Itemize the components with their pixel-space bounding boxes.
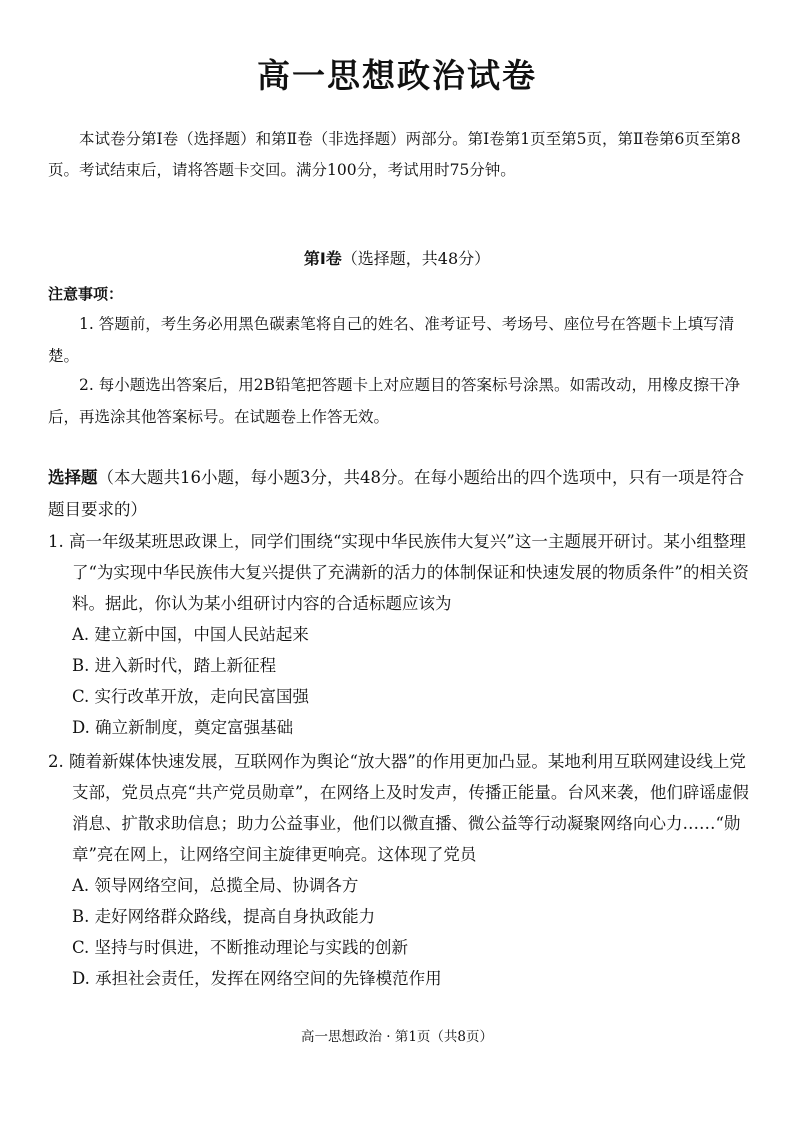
option-d: D. 确立新制度，奠定富强基础 <box>72 718 294 737</box>
notice-heading: 注意事项： <box>48 285 124 303</box>
page-title: 高一思想政治试卷 <box>257 56 537 95</box>
question-stem: 2. 随着新媒体快速发展，互联网作为舆论“放大器”的作用更加凸显。某地利用互联网建设线上党支部，党员点亮“共产党员勋章”，在网络上及时发声，传播正能量。台风来袭，他们辟谣虚假消息、扩散求助信息；助力公益事业，他们以微直播、微公益等行动凝聚网络向心力……“勋章”亮在网上，让网络空间主旋律更响亮。这体现了党员 <box>48 752 749 864</box>
choice-section-instruction: （本大题共16小题，每小题3分，共48分。在每小题给出的四个选项中，只有一项是符合题目要求的） <box>48 468 744 519</box>
option-b: B. 走好网络群众路线，提高自身执政能力 <box>72 907 376 926</box>
section-heading <box>0 246 794 269</box>
section-label: 第Ⅰ卷 <box>303 249 342 268</box>
choice-section-heading <box>48 462 752 526</box>
question-stem: 1. 高一年级某班思政课上，同学们围绕“实现中华民族伟大复兴”这一主题展开研讨。某小组整理了“为实现中华民族伟大复兴提供了充满新的活力的体制保证和快速发展的物质条件”的相关资料。据此，你认为某小组研讨内容的合适标题应该为 <box>48 532 749 613</box>
option-c: C. 实行改革开放，走向民富国强 <box>72 687 310 706</box>
question-1 <box>48 526 754 743</box>
choice-section-label: 选择题 <box>48 468 98 487</box>
option-b: B. 进入新时代，踏上新征程 <box>72 656 277 675</box>
option-a: A. 建立新中国，中国人民站起来 <box>72 625 309 644</box>
section-detail: （选择题，共48分） <box>341 249 491 268</box>
question-2 <box>48 746 754 994</box>
option-a: A. 领导网络空间，总揽全局、协调各方 <box>72 876 359 895</box>
intro-paragraph: 本试卷分第Ⅰ卷（选择题）和第Ⅱ卷（非选择题）两部分。第Ⅰ卷第1页至第5页，第Ⅱ卷第6页至第8页。考试结束后，请将答题卡交回。满分100分，考试用时75分钟。 <box>48 130 741 179</box>
option-c: C. 坚持与时俱进，不断推动理论与实践的创新 <box>72 938 409 957</box>
notice-item: 2. 每小题选出答案后，用2B铅笔把答题卡上对应题目的答案标号涂黑。如需改动，用橡皮擦干净后，再选涂其他答案标号。在试题卷上作答无效。 <box>48 376 740 426</box>
page-footer: 高一思想政治 · 第1页（共8页） <box>300 1029 494 1045</box>
notice-item: 1. 答题前，考生务必用黑色碳素笔将自己的姓名、准考证号、考场号、座位号在答题卡上填写清楚。 <box>48 315 735 365</box>
option-d: D. 承担社会责任，发挥在网络空间的先锋模范作用 <box>72 969 442 988</box>
